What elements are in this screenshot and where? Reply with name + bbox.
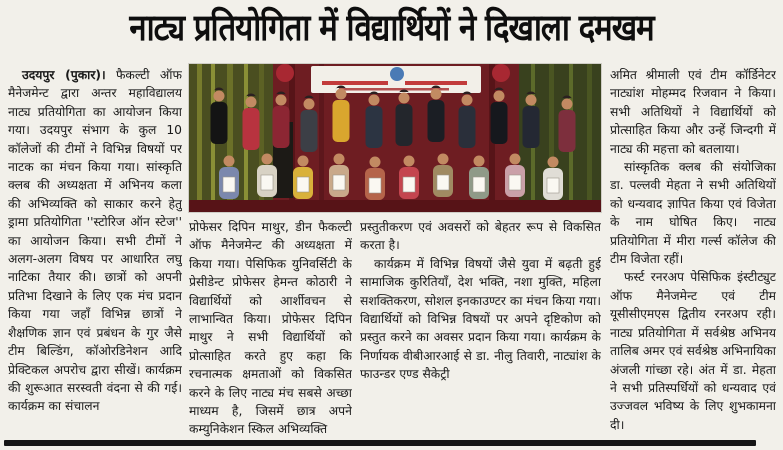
column-2-text: प्रोफेसर दिपिन माथुर, डीन फैकल्टी ऑफ मैनेजमेन्ट की अध्यक्षता में किया गया। पेसिफिक युनिवर्सिटी के प्रेसीडेन्ट प्रोफेसर हेमन्त कोठारी ने विद्यार्थियों को आर्शीवचन से लाभान्वित किया। प्रोफेसर दिपिन माथुर ने सभी विद्यार्थियों को प्रोत्साहित करते हुए कहा कि रचनात्मक क्षमताओं को विकसित करने के लिए नाट्य मंच सबसे अच्छा माध्यम है, जिसमें छात्र अपने कम्युनिकेशन स्किल अभिव्यक्ति [189, 220, 352, 437]
column-4-paragraph-3: फर्स्ट रनरअप पेसिफिक इंस्टीट्युट ऑफ मैनेजमेन्ट एवं टीम यूसीसीएमएस द्वितीय रनरअप रही। नाट्य प्रतियोगिता में सर्वश्रेष्ठ अभिनय तालिब अमर एवं सर्वश्रेष्ठ अभिनायिका अंजली गांच्छा रहे। अंत में डा. मेहता ने सभी प्रतिस्पर्धियों को धन्यवाद एवं उज्जवल भविष्य के लिए शुभकामना दी। [610, 270, 776, 432]
column-4-paragraph-1: अमित श्रीमाली एवं टीम कॉर्डिनेटर नाट्यांश मोहम्मद रिजवान ने किया। सभी अतिथियों ने विद्यार्थियों को प्रोत्साहित किया और उन्हें जिन्दगी में नाट्य की महत्ता को बतलाया। [610, 68, 776, 156]
article-column-2 [189, 218, 352, 440]
article-photo [189, 64, 601, 212]
stage-carpet [189, 200, 601, 212]
column-3-paragraph-2: कार्यक्रम में विभिन्न विषयों जैसे युवा में बढ़ती हुई सामाजिक कुरितियाँ, देश भक्ति, नशा मुक्ति, महिला सशक्तिकरण, सोशल इनकाउण्टर का मंचन किया गया। विद्यार्थियों को विभिन्न विषयों पर अपने दृष्टिकोण को प्रस्तुत करने का अवसर प्रदान किया गया। कार्यक्रम के निर्णायक वीबीआरआई से डा. नीलु तिवारी, नाट्यांश के फाउन्डर एण्ड सैकेट्री [360, 256, 601, 382]
curtain-rosette [492, 64, 510, 82]
event-banner [311, 66, 481, 93]
curtain-rosette [276, 64, 294, 82]
dateline: उदयपुर (पुकार)। [22, 68, 106, 82]
article-column-4 [610, 66, 776, 438]
article-column-1 [8, 66, 182, 438]
article-column-3 [360, 218, 601, 440]
group-photo-illustration [189, 64, 601, 212]
bottom-rule-divider [4, 440, 756, 446]
column-4-paragraph-2: सांस्कृतिक क्लब की संयोजिका डा. पल्लवी मेहता ने सभी अतिथियों को धन्यवाद ज्ञापित किया एवं विजेता के नाम घोषित किए। नाट्य प्रतियोगिता में मीरा गर्ल्स कॉलेज की टीम विजेता रहीं। [610, 160, 776, 267]
column-3-paragraph-1: प्रस्तुतीकरण एवं अवसरों को बेहतर रूप से विकसित करता है। [360, 220, 601, 253]
article-headline: नाट्य प्रतियोगिता में विद्यार्थियों ने दिखाला दमखम [129, 6, 654, 50]
column-1-text: फैकल्टी ऑफ मैनेजमेन्ट द्वारा अन्तर महाविद्यालय नाट्य प्रतियोगिता का आयोजन किया गया। उदयपुर संभाग के कुल 10 कॉलेजों की टीमों ने विभिन्न विषयों पर नाटक का मंचन किया गया। सांस्कृति क्लब की अध्यक्षता में अभिनय कला की अभिव्यक्ति को साकार करने हेतु ड्रामा प्रतियोगिता ''स्टोरिज ऑन स्टेज'' का आयोजन किया। सभी टीमों ने अलग-अलग विषय पर आधारित लघु नाटिका तैयार की। छात्रों को अपनी प्रतिभा दिखाने के लिए एक मंच प्रदान किया गया जहाँ विभिन्न छात्रों ने शैक्षणिक ज्ञान एवं प्रबंधन के गुर जैसे टीम बिल्डिंग, कॉओरडिनेशन आदि प्रेक्टिकल अपरोच द्वारा सीखें। कार्यक्रम की शुरूआत सरस्वती वंदना से की गई। कार्यक्रम का संचालन [8, 68, 182, 414]
